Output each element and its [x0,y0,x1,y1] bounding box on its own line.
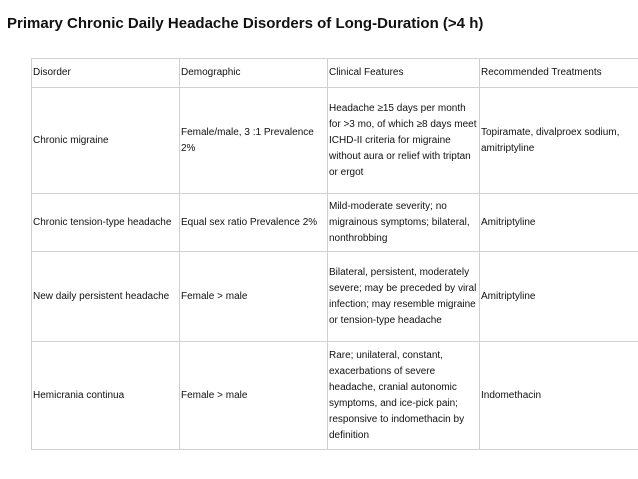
cell-demographic: Female > male [180,252,328,342]
column-header-clinical-features: Clinical Features [328,59,480,88]
cell-clinical-features: Rare; unilateral, constant, exacerbations of severe headache, cranial autonomic symptoms, and ice-pick pain; responsive to indomethacin by definition [328,342,480,450]
table-row [32,342,638,450]
cell-disorder: Chronic tension-type headache [32,194,180,252]
page-title: Primary Chronic Daily Headache Disorders of Long-Duration (>4 h) [7,15,484,32]
column-header-demographic: Demographic [180,59,328,88]
table-row [32,252,638,342]
cell-recommended-treatments: Amitriptyline [480,194,638,252]
cell-demographic: Equal sex ratio Prevalence 2% [180,194,328,252]
column-header-recommended-treatments: Recommended Treatments [480,59,638,88]
table-row [32,88,638,194]
cell-demographic: Female/male, 3 :1 Prevalence 2% [180,88,328,194]
cell-disorder: New daily persistent headache [32,252,180,342]
cell-clinical-features: Mild-moderate severity; no migrainous symptoms; bilateral, nonthrobbing [328,194,480,252]
headache-disorders-table [31,58,638,450]
table-header-row [32,59,638,88]
cell-recommended-treatments: Indomethacin [480,342,638,450]
cell-disorder: Chronic migraine [32,88,180,194]
cell-demographic: Female > male [180,342,328,450]
cell-disorder: Hemicrania continua [32,342,180,450]
cell-recommended-treatments: Amitriptyline [480,252,638,342]
cell-clinical-features: Bilateral, persistent, moderately severe; may be preceded by viral infection; may resemble migraine or tension-type headache [328,252,480,342]
cell-recommended-treatments: Topiramate, divalproex sodium, amitriptyline [480,88,638,194]
column-header-disorder: Disorder [32,59,180,88]
cell-clinical-features: Headache ≥15 days per month for >3 mo, of which ≥8 days meet ICHD-II criteria for migraine without aura or relief with triptan or ergot [328,88,480,194]
table-row [32,194,638,252]
